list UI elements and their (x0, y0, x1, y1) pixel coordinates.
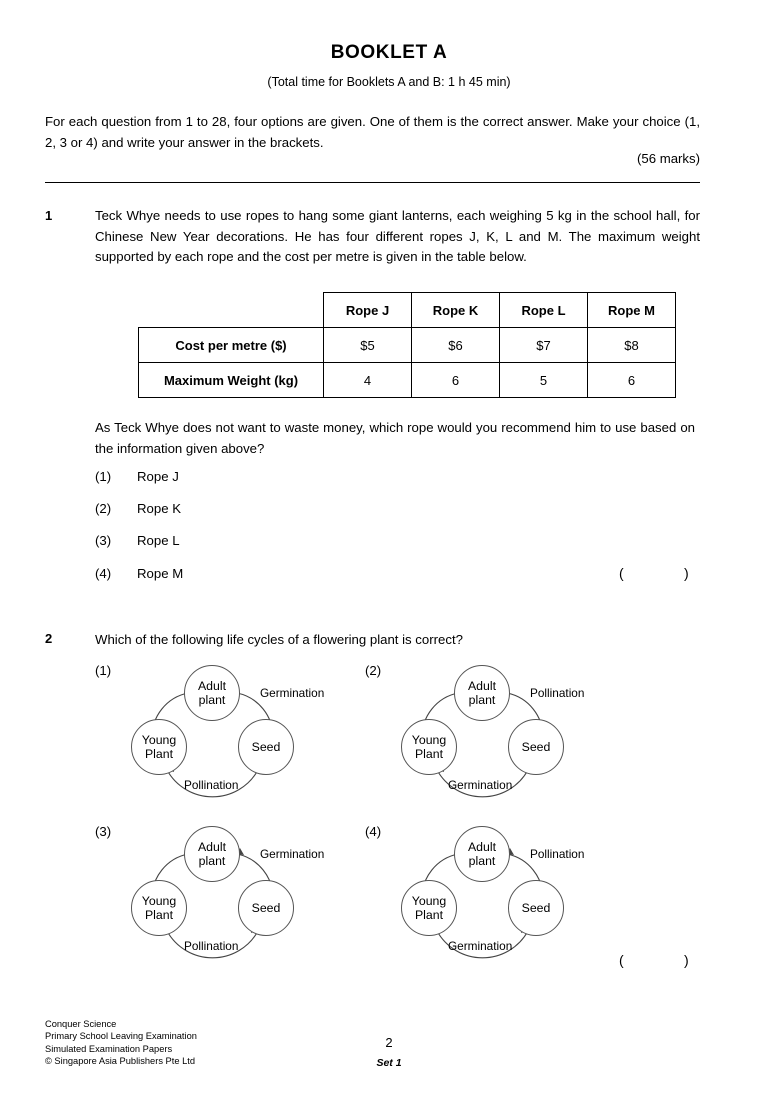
column-header-rope-k: Rope K (412, 293, 500, 328)
cell-weight-rope-m: 6 (588, 363, 676, 398)
node-young-plant-line2: Plant (144, 908, 174, 922)
cell-weight-rope-j: 4 (324, 363, 412, 398)
node-young-plant-line1: Young (411, 894, 447, 908)
question-2-option-2-label: (2) (365, 663, 382, 678)
question-2-option-2-diagram[interactable] (365, 660, 615, 800)
node-seed-1 (238, 719, 294, 775)
table-corner-cell (139, 293, 324, 328)
question-2-option-1-diagram[interactable] (95, 660, 345, 800)
node-seed-3 (238, 880, 294, 936)
question-2-option-3-diagram[interactable] (95, 821, 345, 961)
question-1-answer-bracket-open: ( (619, 565, 624, 581)
node-young-plant-4 (401, 880, 457, 936)
question-2-answer-bracket-open: ( (619, 952, 624, 968)
node-adult-plant-3 (184, 826, 240, 882)
question-1-option-1-label: (1) (95, 469, 112, 484)
node-adult-plant-1 (184, 665, 240, 721)
cell-cost-rope-m: $8 (588, 328, 676, 363)
arc-label-bottom-3: Pollination (184, 939, 239, 953)
page-number: 2 (385, 1035, 393, 1050)
node-young-plant-line2: Plant (144, 747, 174, 761)
column-header-rope-l: Rope L (500, 293, 588, 328)
question-2-option-4-diagram[interactable] (365, 821, 615, 961)
node-seed-label: Seed (521, 740, 551, 754)
arc-label-bottom-2: Germination (448, 778, 513, 792)
page-subtitle: (Total time for Booklets A and B: 1 h 45 min) (267, 75, 511, 89)
question-1-option-4[interactable]: Rope M (137, 566, 184, 581)
question-1-option-2[interactable]: Rope K (137, 501, 181, 516)
node-adult-plant-2 (454, 665, 510, 721)
question-2-option-4-label: (4) (365, 824, 382, 839)
arc-label-bottom-1: Pollination (184, 778, 239, 792)
arc-label-right-4: Pollination (530, 847, 585, 861)
node-seed-label: Seed (521, 901, 551, 915)
table-header-row (139, 293, 676, 328)
arc-label-bottom-4: Germination (448, 939, 513, 953)
question-1-option-2-label: (2) (95, 501, 112, 516)
question-1-option-3-label: (3) (95, 533, 112, 548)
column-header-rope-m: Rope M (588, 293, 676, 328)
footer-line-3: Simulated Examination Papers (45, 1043, 173, 1054)
question-1-answer-bracket-close[interactable]: ) (684, 565, 689, 581)
header-divider (45, 182, 700, 183)
page-title: BOOKLET A (330, 42, 448, 63)
instructions-text: For each question from 1 to 28, four options are given. One of them is the correct answer. Make your choice (1, 2, 3 or 4) and write your answer in the brackets. (45, 114, 700, 150)
node-young-plant-line1: Young (141, 733, 177, 747)
node-young-plant-line2: Plant (414, 747, 444, 761)
question-2-text: Which of the following life cycles of a flowering plant is correct? (95, 632, 463, 647)
table-row (139, 363, 676, 398)
node-seed-4 (508, 880, 564, 936)
footer-line-4: © Singapore Asia Publishers Pte Ltd (45, 1056, 196, 1067)
node-seed-label: Seed (251, 740, 281, 754)
node-seed-2 (508, 719, 564, 775)
question-2-answer-bracket-close[interactable]: ) (684, 952, 689, 968)
question-2-number: 2 (45, 631, 53, 646)
cell-cost-rope-k: $6 (412, 328, 500, 363)
table-row (139, 328, 676, 363)
total-marks: (56 marks) (636, 151, 700, 166)
node-adult-plant-4 (454, 826, 510, 882)
node-adult-plant-line1: Adult (197, 840, 227, 854)
node-adult-plant-line1: Adult (197, 679, 227, 693)
node-adult-plant-line1: Adult (467, 679, 497, 693)
arc-label-right-3: Germination (260, 847, 325, 861)
footer-line-1: Conquer Science (45, 1019, 117, 1029)
node-adult-plant-line1: Adult (467, 840, 497, 854)
node-young-plant-2 (401, 719, 457, 775)
cell-cost-rope-j: $5 (324, 328, 412, 363)
question-2-option-3-label: (3) (95, 824, 112, 839)
cell-cost-rope-l: $7 (500, 328, 588, 363)
question-2-option-1-label: (1) (95, 663, 112, 678)
set-label: Set 1 (376, 1057, 402, 1069)
node-young-plant-3 (131, 880, 187, 936)
cell-weight-rope-l: 5 (500, 363, 588, 398)
footer-line-2: Primary School Leaving Examination (45, 1031, 197, 1042)
column-header-rope-j: Rope J (324, 293, 412, 328)
arc-label-right-1: Germination (260, 686, 325, 700)
question-1-option-4-label: (4) (95, 566, 112, 581)
node-young-plant-line2: Plant (414, 908, 444, 922)
node-seed-label: Seed (251, 901, 281, 915)
question-1-option-3[interactable]: Rope L (137, 533, 180, 548)
cell-weight-rope-k: 6 (412, 363, 500, 398)
question-1-text: Teck Whye needs to use ropes to hang some giant lanterns, each weighing 5 kg in the school hall, for Chinese New Year decorations. He has four different ropes J, K, L and M. The maximum weight supported by each rope and the cost per metre is given in the table below. (95, 208, 700, 264)
node-young-plant-line1: Young (411, 733, 447, 747)
node-adult-plant-line2: plant (198, 693, 226, 707)
question-1-option-1[interactable]: Rope J (137, 469, 179, 484)
node-young-plant-1 (131, 719, 187, 775)
rope-comparison-table (138, 292, 676, 398)
row-label-maximum-weight: Maximum Weight (kg) (139, 363, 324, 398)
node-young-plant-line1: Young (141, 894, 177, 908)
row-label-cost-per-metre: Cost per metre ($) (139, 328, 324, 363)
node-adult-plant-line2: plant (468, 854, 496, 868)
question-1-followup: As Teck Whye does not want to waste money, which rope would you recommend him to use based on the information given above? (95, 420, 695, 456)
node-adult-plant-line2: plant (198, 854, 226, 868)
question-1-number: 1 (45, 208, 53, 223)
arc-label-right-2: Pollination (530, 686, 585, 700)
node-adult-plant-line2: plant (468, 693, 496, 707)
